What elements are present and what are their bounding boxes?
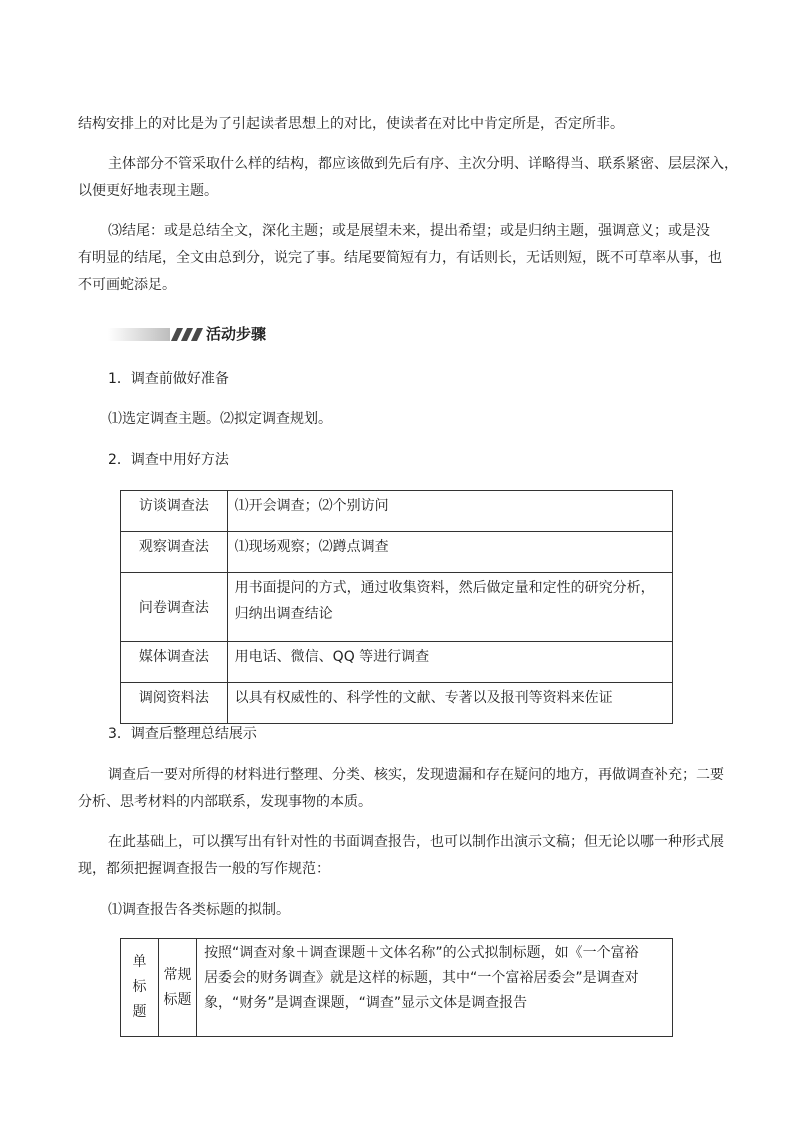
- method-desc: 以具有权威性的、科学性的文献、专著以及报刊等资料来佐证: [227, 683, 672, 724]
- paragraph-ending-line1: ⑶结尾：或是总结全文，深化主题；或是展望未来，提出希望；或是归纳主题，强调意义；或是没: [108, 223, 710, 239]
- method-name: 调阅资料法: [121, 683, 228, 724]
- step-3: 3．调查后整理总结展示: [108, 726, 257, 742]
- table-row: [121, 683, 673, 724]
- category-char: 单: [132, 954, 147, 970]
- description-line: 象，“财务”是调查课题，“调查”显示文体是调查报告: [204, 995, 528, 1011]
- description-line: 居委会的财务调查》就是这样的标题，其中“一个富裕居委会”是调查对: [204, 970, 639, 986]
- method-desc: 用电话、微信、QQ 等进行调查: [227, 642, 672, 683]
- table-row: [121, 573, 673, 642]
- title-description: [197, 939, 673, 1037]
- subcategory-line: 常规: [163, 966, 192, 983]
- method-desc: 用书面提问的方式，通过收集资料，然后做定量和定性的研究分析，归纳出调查结论: [227, 573, 672, 642]
- titles-table: [120, 938, 673, 1037]
- after-paragraph-3: ⑴调查报告各类标题的拟制。: [108, 902, 290, 918]
- paragraph-ending-line3: 不可画蛇添足。: [78, 277, 176, 293]
- paragraph-body-line1: 主体部分不管采取什么样的结构，都应该做到先后有序、主次分明、详略得当、联系紧密、层层深入，: [108, 156, 738, 172]
- methods-table: [120, 490, 673, 724]
- paragraph-ending-line2: 有明显的结尾，全文由总到分，说完了事。结尾要简短有力，有话则长，无话则短，既不可草率从事，也: [78, 250, 722, 266]
- table-row: [121, 642, 673, 683]
- subcategory-cell: [159, 939, 197, 1037]
- after-paragraph-1-line2: 分析、思考材料的内部联系，发现事物的本质。: [78, 794, 372, 810]
- paragraph-contrast: 结构安排上的对比是为了引起读者思想上的对比，使读者在对比中肯定所是，否定所非。: [78, 116, 624, 132]
- category-cell: [121, 939, 159, 1037]
- method-name: 媒体调查法: [121, 642, 228, 683]
- heading-slash: [191, 328, 203, 341]
- subcategory-line: 标题: [163, 991, 192, 1008]
- after-paragraph-1-line1: 调查后一要对所得的材料进行整理、分类、核实，发现遗漏和存在疑问的地方，再做调查补充；二要: [108, 767, 724, 783]
- table-row: [121, 532, 673, 573]
- heading-decoration: [108, 328, 170, 341]
- method-desc: ⑴开会调查；⑵个别访问: [227, 491, 672, 532]
- table-row: [121, 491, 673, 532]
- section-title: 活动步骤: [206, 325, 267, 343]
- after-paragraph-2-line1: 在此基础上，可以撰写出有针对性的书面调查报告，也可以制作出演示文稿；但无论以哪一种形式展: [108, 834, 724, 850]
- table-row: [121, 939, 673, 1037]
- paragraph-body-line2: 以便更好地表现主题。: [78, 183, 218, 199]
- step-1: 1．调查前做好准备: [108, 371, 229, 387]
- method-desc: ⑴现场观察；⑵蹲点调查: [227, 532, 672, 573]
- step-2: 2．调查中用好方法: [108, 452, 229, 468]
- after-paragraph-2-line2: 现，都须把握调查报告一般的写作规范：: [78, 861, 330, 877]
- method-name: 访谈调查法: [121, 491, 228, 532]
- category-char: 标: [132, 979, 147, 995]
- description-line: 按照“调查对象＋调查课题＋文体名称”的公式拟制标题，如《一个富裕: [204, 945, 639, 961]
- method-name: 观察调查法: [121, 532, 228, 573]
- category-char: 题: [132, 1004, 147, 1020]
- step-1-detail: ⑴选定调查主题。⑵拟定调查规划。: [108, 411, 332, 427]
- section-heading: [108, 325, 388, 345]
- method-name: 问卷调查法: [121, 573, 228, 642]
